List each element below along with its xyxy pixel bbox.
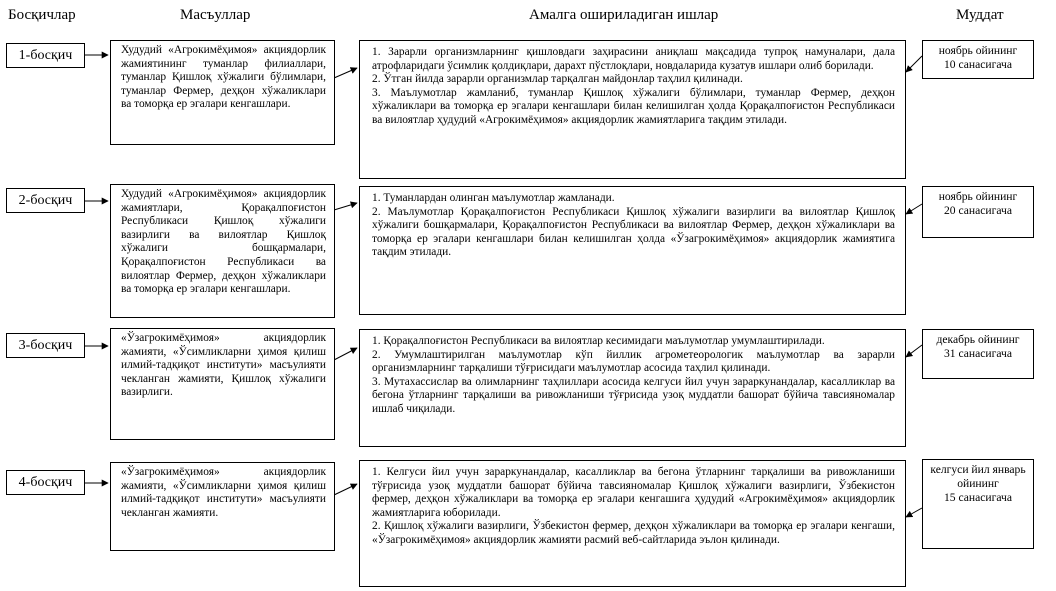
action-item: 3. Мутахассислар ва олимларнинг таҳлиллари асосида келгуси йил учун зараркунандалар, касалликлар ва бегона ўтларнинг тарқалиши ва ривожланиши тўғрисида узоқ муддатли башорат бўйича тавсияномалар ишлаб чиқилади. [372, 375, 895, 415]
arrow-responsible-to-actions-1 [334, 68, 357, 78]
deadline-box-2 [922, 186, 1034, 238]
actions-box-2 [359, 186, 906, 315]
action-item: 1. Туманлардан олинган маълумотлар жамланади. [372, 192, 615, 204]
stage-box-4: 4-босқич [6, 470, 85, 495]
stage-box-1: 1-босқич [6, 43, 85, 68]
action-item: 2. Ўтган йилда зарарли организмлар тарқалган майдонлар таҳлил қилинади. [372, 73, 743, 86]
deadline-line: 31 санасигача [943, 347, 1013, 360]
responsible-box-1: Худудий «Агрокимёҳимоя» акциядорлик жамиятининг туманлар филиаллари, туманлар Қишлоқ хўжалиги бўлимлари, туманлар Фермер, деҳқон хўжаликлари ва томорқа ер эгалари кенгашлари. [110, 40, 335, 145]
action-item: 2. Умумлаштирилган маълумотлар кўп йиллик агрометеорологик маълумотлар ва зарарли организмларнинг тарқалиши тўғрисидаги маълумотлар асосида таҳлил қилинади. [372, 348, 895, 375]
deadline-line: келгуси йил январь ойининг [930, 463, 1026, 490]
arrow-responsible-to-actions-2 [334, 203, 357, 210]
arrow-responsible-to-actions-3 [334, 348, 357, 360]
arrow-deadline-to-actions-2 [906, 204, 922, 214]
arrow-deadline-to-actions-1 [906, 56, 922, 72]
stage-box-2: 2-босқич [6, 188, 85, 213]
action-item: 1. Қорақалпоғистон Республикаси ва вилоятлар кесимидаги маълумотлар умумлаштирилади. [372, 335, 825, 347]
action-item: 3. Маълумотлар жамланиб, туманлар Қишлоқ хўжалиги бўлимлари, туманлар Фермер, деҳқон хўжаликлари ва томорқа ер эгалари кенгашлари билан келишилган ҳолда Қорақалпоғистон Республикаси ва вилоятлар ҳудудий «Агрокимёҳимоя» акциядорлик жамиятларига тақдим этилади. [372, 86, 895, 126]
responsible-box-3: «Ўзагрокимёҳимоя» акциядорлик жамияти, «Ўсимликларни ҳимоя қилиш илмий-тадқиқот институти» масъулияти чекланган жамияти, Қишлоқ хўжалиги вазирлиги. [110, 328, 335, 440]
responsible-box-2: Худудий «Агрокимёҳимоя» акциядорлик жамиятлари, Қорақалпоғистон Республикаси Қишлоқ хўжалиги вазирлиги ва вилоятлар Қишлоқ хўжалиги бошқармалари, Қорақалпоғистон Республикаси ва вилоятлар Фермер, деҳқон хўжаликлари ва томорқа ер эгалари кенгашлари. [110, 184, 335, 318]
deadline-box-4 [922, 459, 1034, 549]
deadline-line: 20 санасигача [943, 204, 1013, 217]
arrow-responsible-to-actions-4 [334, 484, 357, 495]
deadline-line: 10 санасигача [943, 58, 1013, 71]
stage-box-3: 3-босқич [6, 333, 85, 358]
arrow-deadline-to-actions-3 [906, 345, 922, 357]
deadline-box-1 [922, 40, 1034, 79]
deadline-line: ноябрь ойининг [938, 190, 1018, 203]
header-responsible: Масъуллар [180, 7, 251, 23]
deadline-box-3 [922, 329, 1034, 379]
action-item: 2. Маълумотлар Қорақалпоғистон Республикаси Қишлоқ хўжалиги вазирлиги ва вилоятлар Қишлоқ хўжалиги бошқармалари, Қорақалпоғистон Республикаси ва вилоятлар Фермер, деҳқон хўжаликлари ва томорқа ер эгалари кенгашлари билан келишилган ҳолда «Ўзагрокимёҳимоя» акциядорлик жамиятига тақдим этилади. [372, 205, 895, 259]
deadline-line: 15 санасигача [943, 491, 1013, 504]
arrow-deadline-to-actions-4 [906, 508, 922, 517]
action-item: 1. Зарарли организмларнинг қишловдаги заҳирасини аниқлаш мақсадида тупроқ намуналари, дала атрофларидаги ўсимлик қолдиқлари, дарахт пўстлоқлари, новдаларида кузатув ишлари олиб борилади. [372, 46, 895, 72]
deadline-line: ноябрь ойининг [938, 44, 1018, 57]
header-stages: Босқичлар [8, 7, 76, 23]
deadline-line: декабрь ойининг [936, 333, 1020, 346]
action-item: 1. Келгуси йил учун зараркунандалар, касалликлар ва бегона ўтларнинг тарқалиши ва ривожланиши тўғрисида узоқ муддатли башорат бўйича тавсияномалар Қишлоқ хўжалиги вазирлиги, Ўзбекистон фермер, деҳқон хўжаликлари ва томорқа ер эгалари кенгашига ҳудудий «Агрокимёҳимоя» акциядорлик жамиятларига юборилади. [372, 466, 895, 519]
actions-box-3 [359, 329, 906, 447]
header-deadline: Муддат [956, 7, 1004, 23]
responsible-box-4: «Ўзагрокимёҳимоя» акциядорлик жамияти, «Ўсимликларни ҳимоя қилиш илмий-тадқиқот институти» масъулияти чекланган жамияти. [110, 462, 335, 551]
header-actions: Амалга ошириладиган ишлар [529, 7, 719, 23]
action-item: 2. Қишлоқ хўжалиги вазирлиги, Ўзбекистон фермер, деҳқон хўжаликлари ва томорқа ер эгалари кенгаши, «Ўзагрокимёҳимоя» акциядорлик жамияти расмий веб-сайтларида эълон қилинади. [372, 520, 895, 546]
actions-box-4 [359, 460, 906, 587]
actions-box-1 [359, 40, 906, 179]
